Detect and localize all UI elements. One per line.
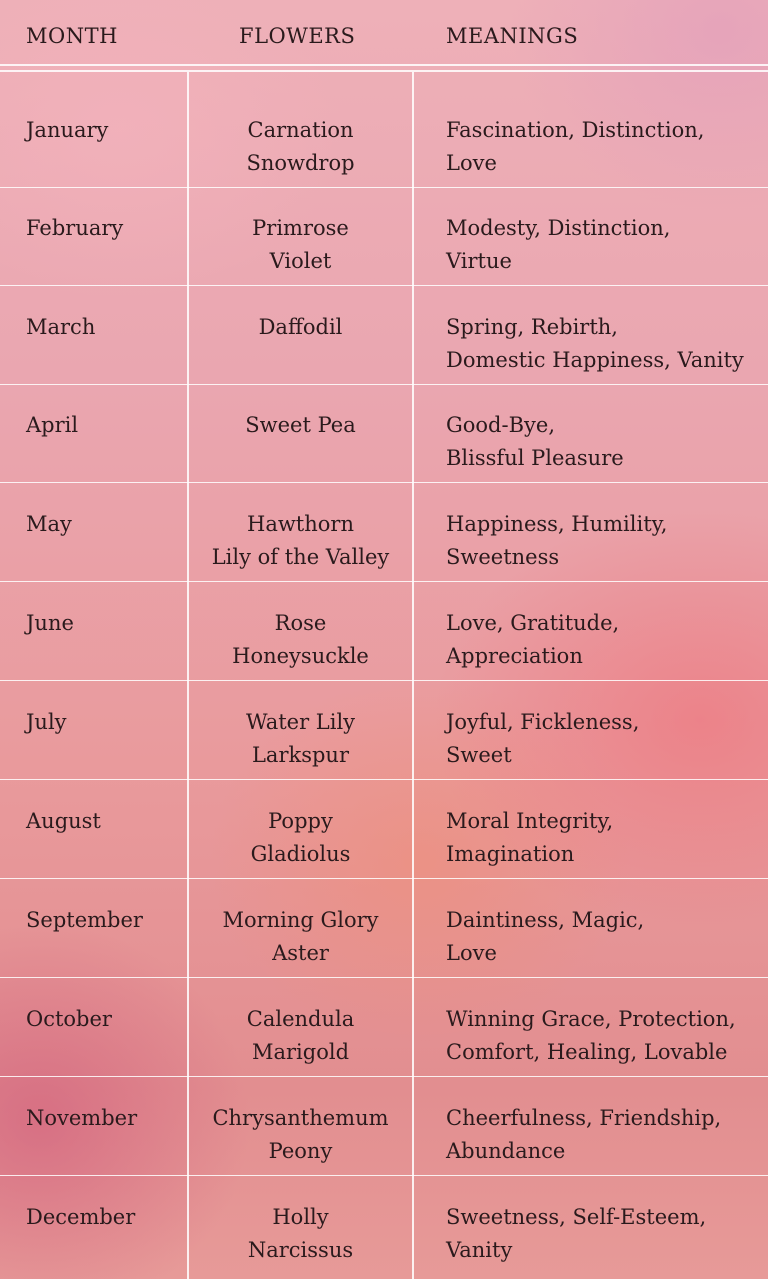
header-month: MONTH: [26, 24, 118, 48]
meaning-line: Happiness, Humility,: [446, 512, 668, 536]
flower-name: Marigold: [251, 1040, 350, 1064]
row-meanings: [446, 212, 764, 278]
row-flowers: [188, 1003, 413, 1069]
row-meanings: [446, 508, 764, 574]
meaning-line: Joyful, Fickleness,: [446, 710, 640, 734]
meaning-line: Sweetness, Self-Esteem,: [446, 1205, 707, 1229]
row-month: June: [26, 611, 74, 635]
meaning-line: Love: [446, 941, 497, 965]
meaning-line: Virtue: [446, 249, 512, 273]
meaning-line: Good-Bye,: [446, 413, 555, 437]
flower-name: Gladiolus: [250, 842, 351, 866]
flower-name: Snowdrop: [246, 151, 355, 175]
flower-name: Water Lily: [245, 710, 356, 734]
row-flowers: [188, 1102, 413, 1168]
meaning-line: Imagination: [446, 842, 575, 866]
row-meanings: [446, 409, 764, 475]
table-row: [0, 583, 768, 681]
meaning-line: Love, Gratitude,: [446, 611, 620, 635]
flower-name: Daffodil: [258, 315, 343, 339]
row-flowers: [188, 1201, 413, 1267]
row-flowers: [188, 508, 413, 574]
meaning-line: Comfort, Healing, Lovable: [446, 1040, 728, 1064]
flower-name: Morning Glory: [222, 908, 379, 932]
table-row: [0, 385, 768, 483]
flower-name: Calendula: [246, 1007, 355, 1031]
row-flowers: [188, 114, 413, 180]
meaning-line: Domestic Happiness, Vanity: [446, 348, 744, 372]
meaning-line: Sweetness: [446, 545, 560, 569]
meaning-line: Cheerfulness, Friendship,: [446, 1106, 722, 1130]
row-flowers: [188, 706, 413, 772]
table-row: [0, 484, 768, 582]
row-month: January: [26, 118, 109, 142]
row-meanings: [446, 607, 764, 673]
row-meanings: [446, 805, 764, 871]
row-month: July: [26, 710, 67, 734]
meaning-line: Winning Grace, Protection,: [446, 1007, 736, 1031]
meaning-line: Spring, Rebirth,: [446, 315, 618, 339]
row-month: May: [26, 512, 72, 536]
flower-name: Peony: [268, 1139, 333, 1163]
row-month: March: [26, 315, 96, 339]
table-row: [0, 188, 768, 286]
table-row: [0, 1078, 768, 1176]
table-row: [0, 1177, 768, 1275]
header-divider-top: [0, 64, 768, 66]
table-header: [0, 0, 768, 66]
row-meanings: [446, 1003, 764, 1069]
flower-name: Chrysanthemum: [212, 1106, 389, 1130]
row-month: September: [26, 908, 143, 932]
flower-name: Rose: [274, 611, 327, 635]
row-flowers: [188, 805, 413, 871]
meaning-line: Modesty, Distinction,: [446, 216, 671, 240]
meaning-line: Vanity: [446, 1238, 513, 1262]
table-row: [0, 880, 768, 978]
row-meanings: [446, 114, 764, 180]
meaning-line: Fascination, Distinction,: [446, 118, 705, 142]
flower-name: Narcissus: [247, 1238, 354, 1262]
row-month: August: [26, 809, 101, 833]
row-month: February: [26, 216, 124, 240]
meaning-line: Appreciation: [446, 644, 583, 668]
flower-name: Holly: [272, 1205, 329, 1229]
flower-name: Primrose: [252, 216, 349, 240]
table-row: [0, 90, 768, 188]
table-row: [0, 287, 768, 385]
meaning-line: Abundance: [446, 1139, 566, 1163]
header-meanings: MEANINGS: [446, 24, 579, 48]
row-month: April: [26, 413, 79, 437]
row-flowers: [188, 409, 413, 442]
table-row: [0, 979, 768, 1077]
row-meanings: [446, 904, 764, 970]
flower-name: Hawthorn: [247, 512, 354, 536]
flower-name: Carnation: [247, 118, 354, 142]
row-flowers: [188, 904, 413, 970]
meaning-line: Blissful Pleasure: [446, 446, 624, 470]
row-meanings: [446, 1201, 764, 1267]
table-row: [0, 781, 768, 879]
flower-name: Aster: [272, 941, 329, 965]
meaning-line: Moral Integrity,: [446, 809, 614, 833]
meaning-line: Love: [446, 151, 497, 175]
header-divider-bottom: [0, 70, 768, 72]
row-month: December: [26, 1205, 136, 1229]
meaning-line: Daintiness, Magic,: [446, 908, 645, 932]
row-flowers: [188, 212, 413, 278]
row-month: November: [26, 1106, 138, 1130]
row-meanings: [446, 311, 764, 377]
row-flowers: [188, 607, 413, 673]
meaning-line: Sweet: [446, 743, 512, 767]
flower-name: Violet: [269, 249, 332, 273]
flower-name: Sweet Pea: [245, 413, 356, 437]
header-flowers: FLOWERS: [239, 24, 356, 48]
row-meanings: [446, 1102, 764, 1168]
flower-name: Larkspur: [251, 743, 349, 767]
row-month: October: [26, 1007, 112, 1031]
flower-name: Poppy: [268, 809, 333, 833]
row-flowers: [188, 311, 413, 344]
flower-name: Honeysuckle: [232, 644, 369, 668]
table-row: [0, 682, 768, 780]
flower-name: Lily of the Valley: [211, 545, 390, 569]
row-meanings: [446, 706, 764, 772]
